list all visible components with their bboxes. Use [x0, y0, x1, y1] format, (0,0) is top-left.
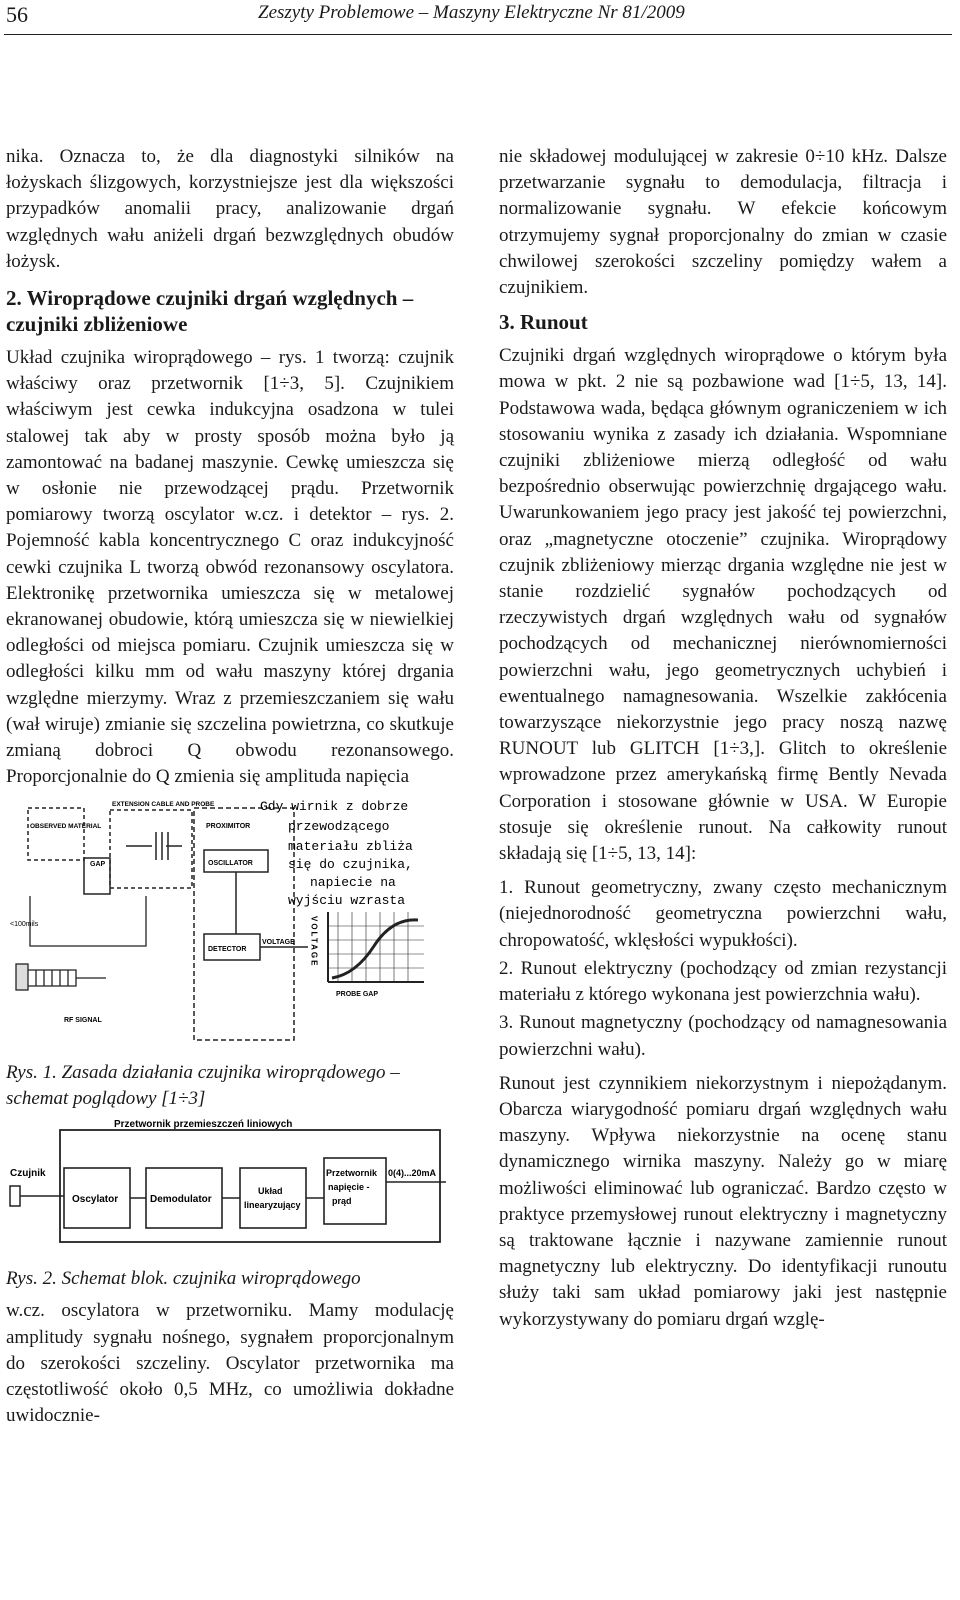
fig2-converter-line-2: napięcie - — [328, 1182, 370, 1193]
note-line-4: się do czujnika, — [288, 857, 413, 873]
fig2-converter-line-1: Przetwornik — [326, 1168, 378, 1179]
probe-icon — [16, 964, 106, 990]
paragraph: Runout jest czynnikiem niekorzystnym i niepożądanym. Obarcza wiarygodność pomiaru drgań względnych wału maszyny. Wpływa niekorzystnie na ocenę stanu dynamicznego wirnika maszyny. Należy go w miarę możliwości eliminować lub ograniczać. Bardzo często w praktyce przemysłowej runout elektryczny i magnetyczny są traktowane łącznie i nazywane zamiennie runout magnetyczny lub elektryczny. Do identyfikacji runoutu służy taki sam układ pomiarowy jaki jest następnie wykorzystywany do pomiaru drgań wzglę- — [499, 1072, 947, 1330]
proximitor-label: PROXIMITOR — [206, 823, 251, 831]
observed-material-label: OBSERVED MATERIAL — [30, 823, 102, 831]
list-item: 1. Runout geometryczny, zwany często mechanicznym (niejednorodność geometryczna powierzchni wału, chropowatość, wklęsłości wypukłości). — [499, 877, 947, 951]
fig2-converter-line-3: prąd — [332, 1196, 352, 1207]
fig2-title: Przetwornik przemieszczeń liniowych — [114, 1119, 293, 1131]
list-item: 2. Runout elektryczny (pochodzący od zmian rezystancji materiału z którego wykonana jest powierzchnia wału). — [499, 957, 947, 1006]
rf-signal-label: RF SIGNAL — [64, 1017, 102, 1025]
paragraph: nie składowej modulującej w zakresie 0÷10 kHz. Dalsze przetwarzanie sygnału to demodulacja, filtracja i normalizowanie sygnału. W efekcie końcowym otrzymujemy sygnał proporcjonalny do zmian w czasie chwilowej szerokości szczeliny pomiędzy wałem a czujnikiem. — [499, 146, 947, 299]
note-line-1: Gdy wirnik z dobrze — [260, 799, 409, 815]
sensor-label: Czujnik — [10, 1168, 46, 1180]
paragraph: nika. Oznacza to, że dla diagnostyki silników na łożyskach ślizgowych, korzystniejsze jest dla większości przypadków anomalii pracy, analizowanie drgań względnych wału aniżeli drgań bezwzględnych obudów łożysk. — [6, 146, 454, 272]
section-heading: 2. Wiroprądowe czujniki drgań względnych – czujniki zbliżeniowe — [6, 286, 414, 337]
fig2-linearizer-line-2: linearyzujący — [244, 1200, 301, 1211]
linearizer-block — [240, 1168, 306, 1228]
voltage-axis-label: VOLTAGE — [309, 916, 319, 968]
fig2-oscillator-label: Oscylator — [72, 1194, 119, 1206]
gap-label: GAP — [90, 861, 106, 869]
note-line-5: napiecie na — [310, 875, 396, 891]
fig2-demodulator-label: Demodulator — [150, 1194, 212, 1206]
figure-1-diagram — [6, 796, 446, 1054]
fig2-linearizer-line-1: Układ — [258, 1186, 283, 1197]
figure-2-diagram — [6, 1118, 446, 1260]
note-line-6: wyjściu wzrasta — [288, 893, 406, 909]
note-line-3: materiału zbliża — [288, 839, 413, 855]
probe-gap-label: PROBE GAP — [336, 991, 379, 999]
header-rule — [4, 34, 952, 35]
section-heading: 3. Runout — [499, 310, 588, 335]
left-column — [6, 144, 454, 1435]
extension-cable-box — [110, 810, 192, 888]
observed-material-box — [28, 808, 84, 860]
page-number: 56 — [6, 2, 28, 27]
sensor-icon — [10, 1186, 64, 1206]
extension-cable-label: EXTENSION CABLE AND PROBE — [112, 801, 215, 809]
proximitor-box — [194, 808, 294, 1040]
coil-icon — [126, 832, 182, 860]
runout-list — [499, 875, 947, 1062]
list-item: 3. Runout magnetyczny (pochodzący od namagnesowania powierzchni wału). — [499, 1012, 947, 1060]
running-header: Zeszyty Problemowe – Maszyny Elektryczne Nr 81/2009 — [258, 2, 685, 23]
gap-voltage-graph — [328, 912, 424, 982]
oscillator-label: OSCILLATOR — [208, 860, 253, 868]
cable-line — [30, 896, 146, 946]
output-label: 0(4)...20mA — [388, 1168, 437, 1179]
detector-label: DETECTOR — [208, 946, 247, 954]
paragraph: w.cz. oscylatora w przetworniku. Mamy modulację amplitudy sygnału nośnego, sygnałem proporcjonalnym do szerokości szczeliny. Oscylator przetwornika ma częstotliwość około 0,5 MHz, co umożliwia dokładne uwidocznie- — [6, 1300, 454, 1427]
figure-2-caption: Rys. 2. Schemat blok. czujnika wiroprądowego — [6, 1268, 361, 1290]
mils-label: <100mils — [10, 921, 39, 929]
voltage-label: VOLTAGE — [262, 939, 295, 947]
note-line-2: przewodzącego — [288, 819, 390, 835]
paragraph: Układ czujnika wiroprądowego – rys. 1 tworzą: czujnik właściwy oraz przetwornik [1÷3, 5]. Czujnikiem właściwym jest cewka indukcyjna osadzona w tulei stalowej tak aby w prosty sposób można było ją zamontować na badanej maszynie. Cewkę umieszcza się w osłonie nie przewodzącej prądu. Przetwornik pomiarowy tworzą oscylator w.cz. i detektor – rys. 2. Pojemność kabla koncentrycznego C oraz indukcyjność cewki czujnika L tworzą obwód rezonansowy oscylatora. Elektronikę przetwornika umieszcza się w metalowej ekranowanej obudowie, którą umieszcza się w niewielkiej odległości od miejsca pomiaru. Czujnik umieszcza się w odległości kilku mm od wału maszyny której drgania względne mierzymy. Wraz z przemieszczaniem się wału (wał wiruje) zmianie się szczelina powietrzna, co skutkuje zmianą dobroci Q obwodu rezonansowego. Proporcjonalnie do Q zmienia się amplituda napięcia — [6, 347, 454, 788]
figure-1-caption: Rys. 1. Zasada działania czujnika wiroprądowego – schemat poglądowy [1÷3] — [6, 1062, 400, 1110]
paragraph: Czujniki drgań względnych wiroprądowe o którym była mowa w pkt. 2 nie są pozbawione wad [1÷5, 13, 14]. Podstawowa wada, będąca głównym ograniczeniem w ich stosowaniu wynika z zasady ich działania. Wspomniane czujniki zbliżeniowe mierzą odległość od wału bezpośrednio obserwując powierzchnię drgającego wału. Uwarunkowaniem jego pracy jest jakość tej powierzchni, oraz „magnetyczne otoczenie” czujnika. Wiroprądowy czujnik zbliżeniowy mierząc drgania względne nie jest w stanie rozdzielić sygnałów pochodzących od rzeczywistych drgań względnych wału od sygnałów pochodzących od mechanicznej nierównomierności powierzchni wału, jego geometrycznych uchybień i ewentualnego namagnesowania. Wszelkie zakłócenia towarzyszące niekorzystnie jego pracy noszą nazwę RUNOUT lub GLITCH [1÷3,]. Glitch to określenie wprowadzone przez amerykańską firmę Bently Nevada Corporation i stosowane głównie w USA. W Europie stosuje się określenie runout. Na całkowity runout składają się [1÷5, 13, 14]: — [499, 345, 947, 865]
right-column — [499, 144, 947, 1339]
